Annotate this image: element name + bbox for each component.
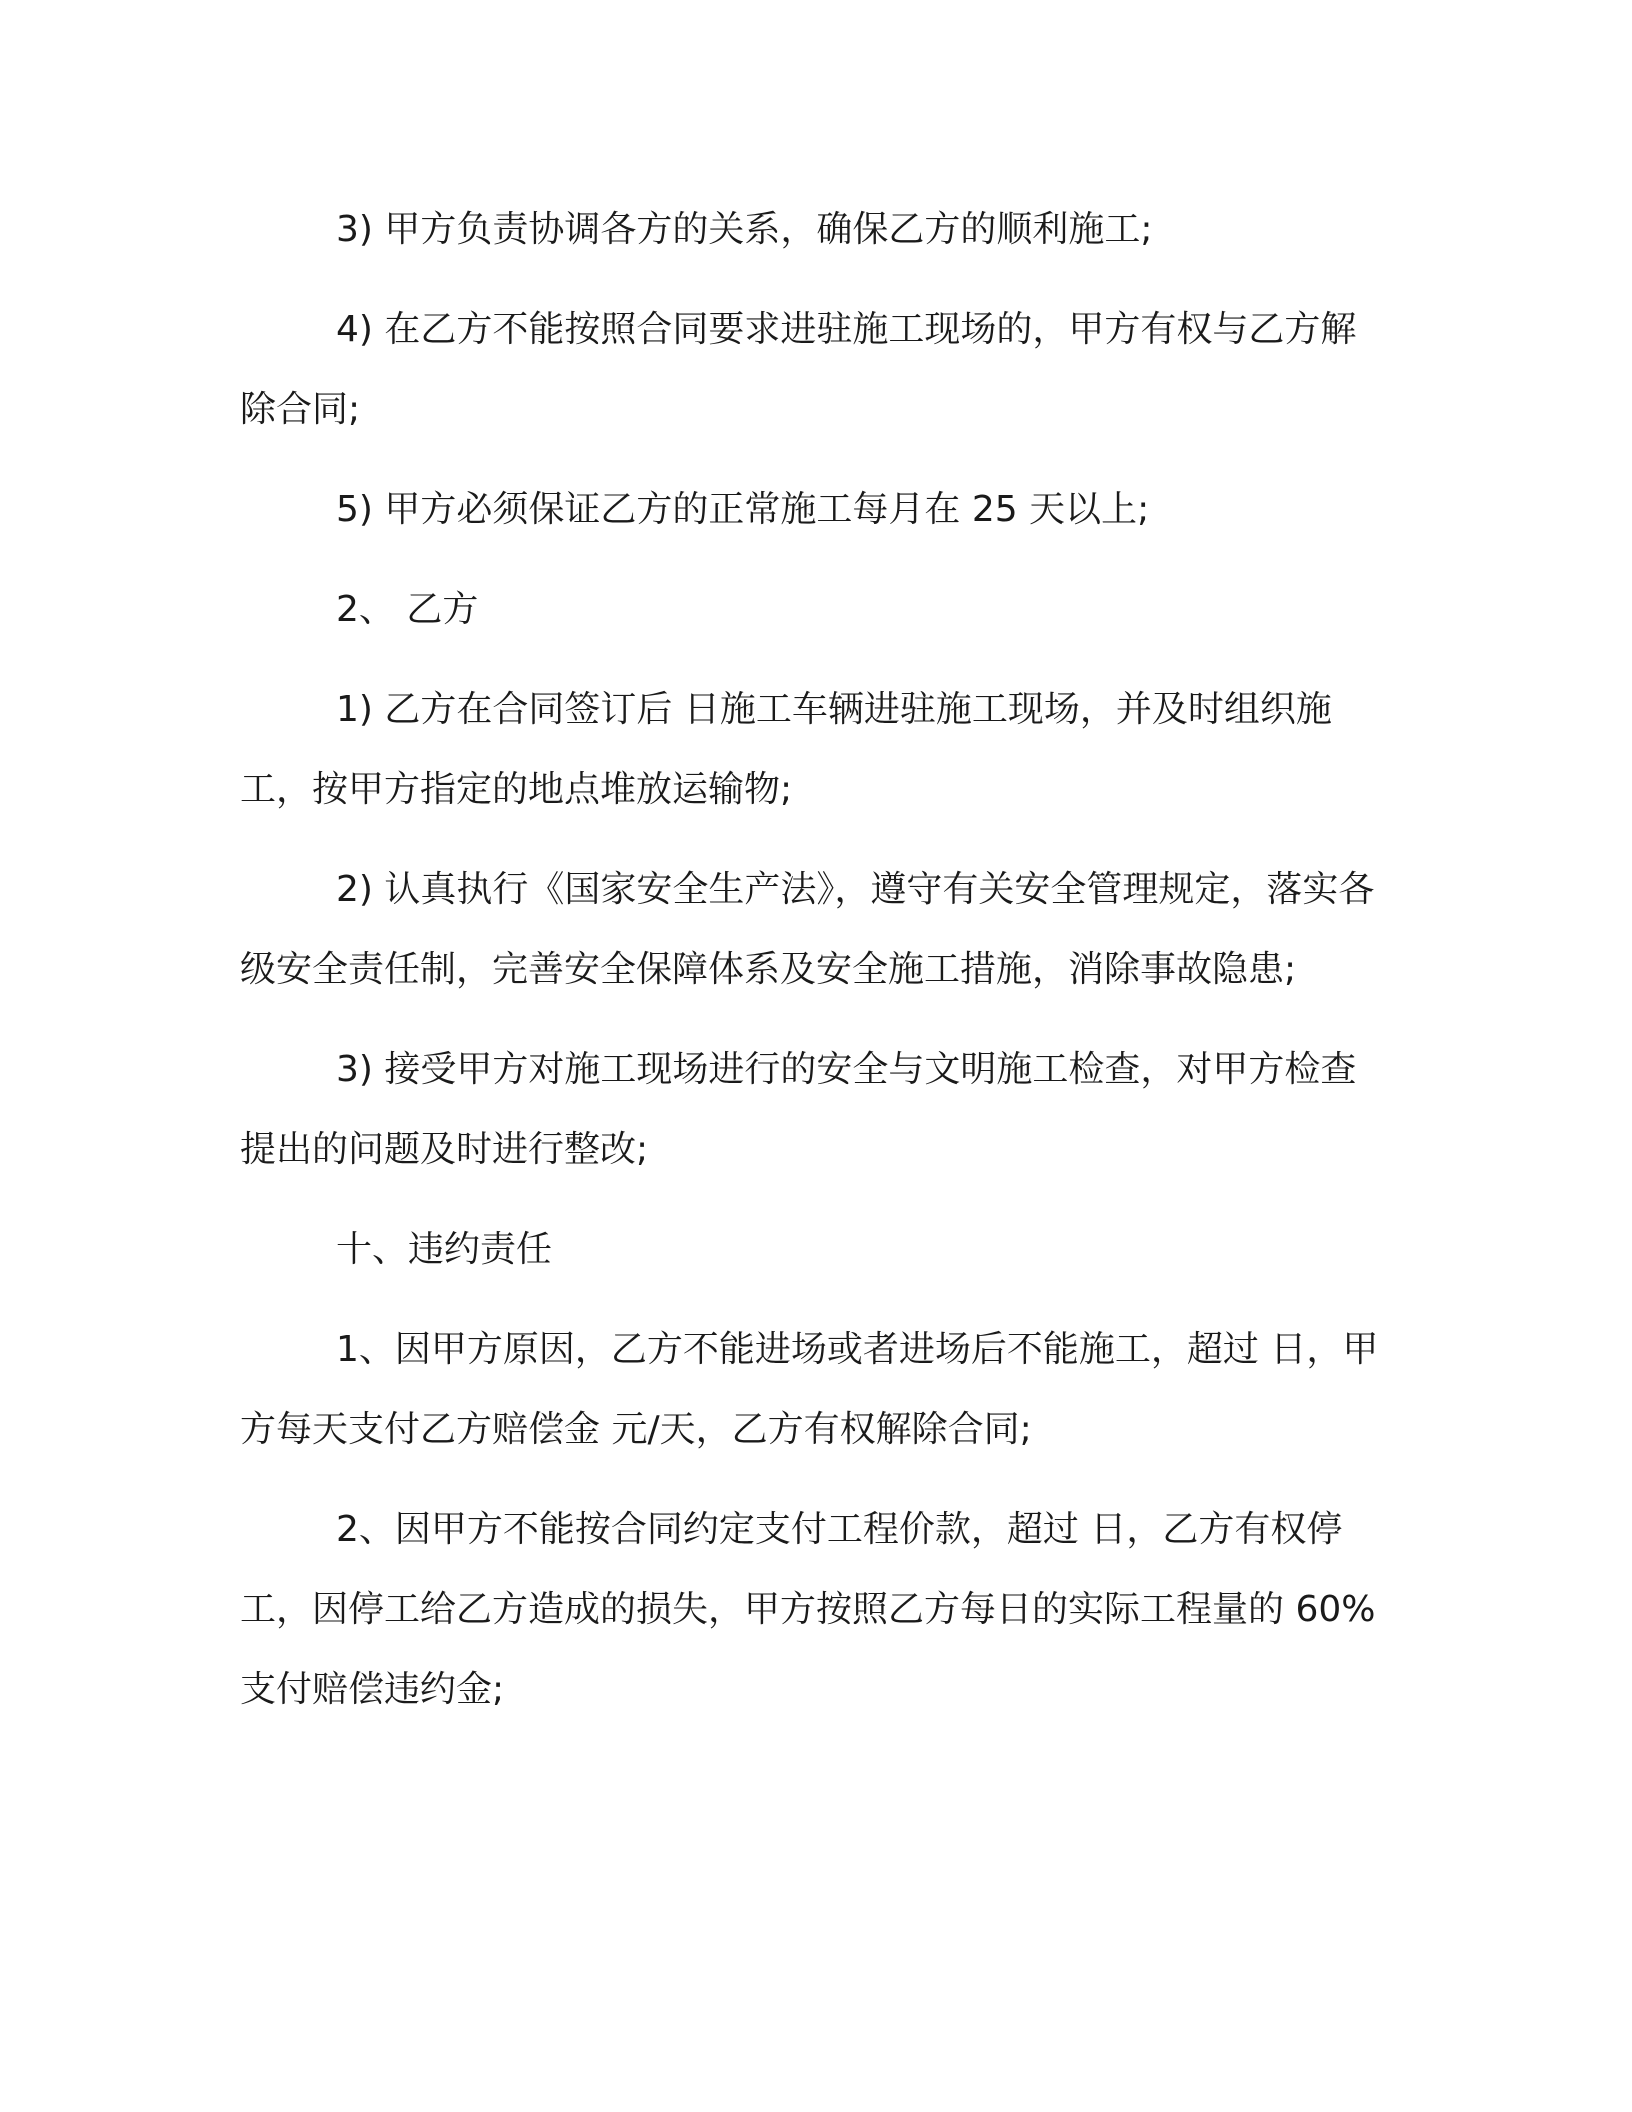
section-heading-party-b: 2、 乙方 bbox=[336, 589, 479, 630]
paragraph-party-b-item-1: 1) 乙方在合同签订后 日施工车辆进驻施工现场，并及时组织施工，按甲方指定的地点堆放运输物; bbox=[240, 689, 1332, 810]
document-body bbox=[240, 190, 1380, 1730]
paragraph-breach-item-1: 1、因甲方原因，乙方不能进场或者进场后不能施工，超过 日，甲方每天支付乙方赔偿金 元/天，乙方有权解除合同; bbox=[240, 1329, 1379, 1450]
section-heading-breach-liability: 十、违约责任 bbox=[336, 1229, 553, 1270]
paragraph-party-a-item-3: 3) 甲方负责协调各方的关系，确保乙方的顺利施工; bbox=[336, 209, 1153, 250]
paragraph-party-b-item-3: 3) 接受甲方对施工现场进行的安全与文明施工检查，对甲方检查提出的问题及时进行整改; bbox=[240, 1049, 1357, 1170]
paragraph-party-b-item-2: 2) 认真执行《国家安全生产法》，遵守有关安全管理规定，落实各级安全责任制，完善安全保障体系及安全施工措施，消除事故隐患; bbox=[240, 869, 1375, 990]
paragraph-party-a-item-5: 5) 甲方必须保证乙方的正常施工每月在 25 天以上; bbox=[336, 489, 1150, 530]
paragraph-breach-item-2: 2、因甲方不能按合同约定支付工程价款，超过 日，乙方有权停工，因停工给乙方造成的损失，甲方按照乙方每日的实际工程量的 60%支付赔偿违约金; bbox=[240, 1509, 1376, 1710]
paragraph-party-a-item-4: 4) 在乙方不能按照合同要求进驻施工现场的，甲方有权与乙方解除合同; bbox=[240, 309, 1357, 430]
